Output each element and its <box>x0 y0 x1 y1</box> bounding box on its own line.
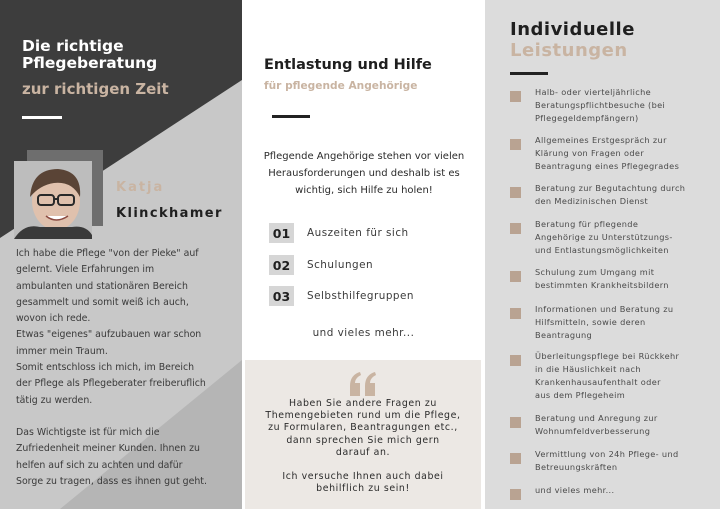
bullet-square-icon <box>510 187 521 198</box>
left-subtitle: zur richtigen Zeit <box>22 80 169 98</box>
help-item <box>269 285 414 307</box>
service-text: Vermittlung von 24h Pflege- und Betreuungskräften <box>535 449 679 473</box>
service-text: Beratung und Anregung zur Wohnumfeldverbesserung <box>535 413 658 437</box>
bullet-square-icon <box>510 139 521 150</box>
service-item <box>510 266 705 292</box>
portrait-photo <box>14 161 92 239</box>
service-item <box>510 134 705 173</box>
service-text: Halb- oder vierteljährliche Beratungspflichtbesuche (bei Pflegegeldempfängern) <box>535 87 666 124</box>
service-item <box>510 218 705 257</box>
first-name: Katja <box>116 180 165 195</box>
service-text: und vieles mehr... <box>535 485 615 495</box>
bullet-square-icon <box>510 271 521 282</box>
right-panel <box>485 0 720 509</box>
service-item <box>510 86 705 125</box>
bullet-square-icon <box>510 489 521 500</box>
about-text: Ich habe die Pflege "von der Pieke" auf gelernt. Viele Erfahrungen im ambulanten und stationären Bereich gesammelt und somit weiß ich auch, wovon ich rede. Etwas "eigenes" aufzubauen war schon immer mein Traum. Somit entschloss ich mich, im Bereich der Pflege als Pflegeberater freiberuflich tätig zu werden. Das Wichtigste ist für mich die Zufriedenheit meiner Kunden. Ihnen zu helfen auf sich zu achten und dafür Sorge zu tragen, dass es ihnen gut geht. <box>16 248 207 487</box>
middle-title: Entlastung und Hilfe <box>264 57 432 73</box>
left-panel <box>0 0 242 509</box>
service-text: Allgemeines Erstgespräch zur Klärung von Fragen oder Beantragung eines Pflegegrades <box>535 135 680 172</box>
service-text: Informationen und Beratung zu Hilfsmitteln, sowie deren Beantragung <box>535 304 674 341</box>
bullet-square-icon <box>510 308 521 319</box>
item-label: Auszeiten für sich <box>307 227 409 239</box>
item-number: 03 <box>269 286 294 306</box>
service-text: Überleitungspflege bei Rückkehr in die Häuslichkeit nach Krankenhausaufenthalt oder aus dem Pflegeheim <box>535 351 680 401</box>
service-item <box>510 303 705 342</box>
item-number: 02 <box>269 255 294 275</box>
quote-icon <box>348 372 378 396</box>
item-label: Schulungen <box>307 259 374 271</box>
service-text: Schulung zum Umgang mit bestimmten Krankheitsbildern <box>535 267 669 291</box>
item-number: 01 <box>269 223 294 243</box>
more-text: und vieles mehr... <box>312 327 415 339</box>
bullet-square-icon <box>510 223 521 234</box>
service-text: Beratung für pflegende Angehörige zu Unterstützungs- und Entlastungsmöglichkeiten <box>535 219 673 256</box>
service-item <box>510 412 705 438</box>
middle-panel <box>242 0 485 509</box>
middle-divider <box>272 115 310 118</box>
contact-text: Haben Sie andere Fragen zu Themengebieten rund um die Pflege, zu Formularen, Beantragungen etc., dann sprechen Sie mich gern darauf an. Ich versuche Ihnen auch dabei behilflich zu sein! <box>265 398 461 495</box>
right-title: Individuelle <box>510 19 635 40</box>
right-title-accent: Leistungen <box>510 40 628 61</box>
help-item <box>269 222 409 244</box>
bullet-square-icon <box>510 453 521 464</box>
left-title: Die richtige Pflegeberatung <box>22 37 158 72</box>
last-name: Klinckhamer <box>116 206 223 221</box>
help-item <box>269 254 373 276</box>
service-item <box>510 484 705 500</box>
left-divider <box>22 116 62 119</box>
item-label: Selbsthilfegruppen <box>307 290 414 302</box>
contact-box <box>245 360 481 509</box>
middle-subtitle: für pflegende Angehörige <box>264 80 418 92</box>
service-item <box>510 448 705 474</box>
bullet-square-icon <box>510 417 521 428</box>
intro-text: Pflegende Angehörige stehen vor vielen Herausforderungen und deshalb ist es wichtig, sich Hilfe zu holen! <box>263 151 465 196</box>
bullet-square-icon <box>510 91 521 102</box>
service-text: Beratung zur Begutachtung durch den Medizinischen Dienst <box>535 183 686 207</box>
service-item <box>510 350 705 402</box>
service-item <box>510 182 705 208</box>
right-divider <box>510 72 548 75</box>
bullet-square-icon <box>510 355 521 366</box>
